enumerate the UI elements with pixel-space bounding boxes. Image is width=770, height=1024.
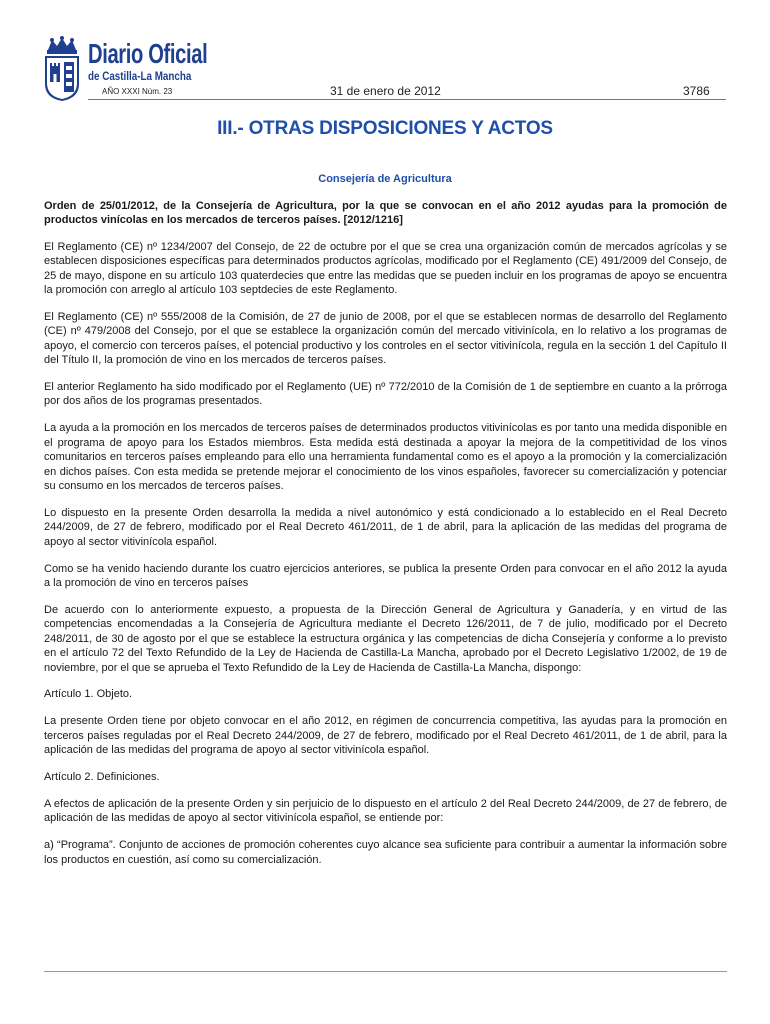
department-name: Consejería de Agricultura [318, 173, 452, 185]
footer-divider [44, 971, 727, 972]
journal-logo-subtitle: de Castilla-La Mancha [88, 69, 192, 83]
page-number: 3786 [683, 84, 710, 98]
article-heading: Artículo 2. Definiciones. [44, 771, 160, 784]
section-title: III.- OTRAS DISPOSICIONES Y ACTOS [217, 118, 553, 139]
castilla-la-mancha-crest-icon [42, 36, 82, 102]
paragraph: La ayuda a la promoción en los mercados de terceros países de determinados productos vitivinícolas es por tanto una medida disponible en el programa de apoyo para los Estados miembros. Esta medida está destinada a apoyar la mejora de la competitividad de los vinos comunitarios en terceros países empleando para ello una herramienta fundamental como es el apoyo a la promoción y la comercialización en dichos países. Con esta medida se pretende mejorar el conocimiento de los vinos españoles, favorecer su comercialización y potenciar su consumo en los mercados de terceros países. [44, 422, 728, 492]
issue-number: AÑO XXXI Núm. 23 [102, 87, 173, 96]
paragraph: Lo dispuesto en la presente Orden desarrolla la medida a nivel autonómico y está condicionado a lo establecido en el Real Decreto 244/2009, de 27 de febrero, modificado por el Real Decreto 461/2011, de 1 de abril, para la aplicación de las medidas del programa de apoyo al sector vitivinícola español. [44, 506, 727, 548]
paragraph: El anterior Reglamento ha sido modificado por el Reglamento (UE) nº 772/2010 de la Comisión de 1 de septiembre en cuanto a la prórroga por dos años de los programas presentados. [44, 381, 727, 408]
article-heading: Artículo 1. Objeto. [44, 688, 133, 701]
document-body [44, 199, 727, 880]
paragraph: a) “Programa”. Conjunto de acciones de promoción coherentes cuyo alcance sea suficiente para contribuir a aumentar la información sobre los productos en cuestión, así como su comercialización. [44, 839, 727, 866]
paragraph: A efectos de aplicación de la presente Orden y sin perjuicio de lo dispuesto en el artículo 2 del Real Decreto 244/2009, de 27 de febrero, de aplicación de las medidas de apoyo al sector vitivinícola español, se entiende por: [44, 798, 727, 825]
paragraph: Como se ha venido haciendo durante los cuatro ejercicios anteriores, se publica la presente Orden para convocar en el año 2012 la ayuda a la promoción de vino en terceros países [44, 562, 727, 590]
publication-date: 31 de enero de 2012 [330, 84, 441, 98]
paragraph: El Reglamento (CE) nº 555/2008 de la Comisión, de 27 de junio de 2008, por el que se establecen normas de desarrollo del Reglamento (CE) nº 479/2008 del Consejo, por el que se establece la organización común del mercado vitivinícola, en lo relativo a los programas de apoyo, el comercio con terceros países, el potencial productivo y los controles en el sector vitivinícola, regula en la sección 1 del Capítulo II del Título II, la promoción de vino en los mercados de terceros países. [44, 310, 727, 367]
order-title: Orden de 25/01/2012, de la Consejería de Agricultura, por la que se convocan en el año 2012 ayudas para la promoción de productos vinícolas en los mercados de terceros países. [2012/1216] [44, 200, 727, 227]
paragraph: El Reglamento (CE) nº 1234/2007 del Consejo, de 22 de octubre por el que se crea una organización común de mercados agrícolas y se establecen disposiciones específicas para determinados productos agrícolas, modificado por el Reglamento (CE) 491/2009 del Consejo, de 25 de mayo, dispone en su artículo 103 quaterdecies que entre las medidas que se pueden incluir en los programas de apoyo se encuentra la promoción con arreglo al artículo 103 septdecies de este Reglamento. [44, 240, 727, 297]
page-header [0, 0, 770, 104]
journal-logo-title: Diario Oficial [88, 38, 208, 69]
paragraph: La presente Orden tiene por objeto convocar en el año 2012, en régimen de concurrencia competitiva, las ayudas para la promoción en terceros países reguladas por el Real Decreto 244/2009, de 27 de febrero, modificado por el Real Decreto 461/2011, de 1 de abril, para la aplicación de las medidas del programa de apoyo al sector vitivinícola español. [44, 715, 727, 757]
header-divider [88, 99, 726, 100]
paragraph: De acuerdo con lo anteriormente expuesto, a propuesta de la Dirección General de Agricultura y Ganadería, y en virtud de las competencias encomendadas a la Consejería de Agricultura mediante el Decreto 126/2011, de 7 de julio, modificado por el Decreto 248/2011, de 30 de agosto por el que se establece la estructura orgánica y las competencias de dicha Consejería y conforme a lo previsto en el artículo 72 del Texto Refundido de la Ley de Hacienda de Castilla-La Mancha, aprobado por el Decreto Legislativo 1/2002, de 19 de noviembre, por el que se aprueba el Texto Refundido de la Ley de Hacienda de Castilla-La Mancha, dispongo: [44, 603, 727, 674]
